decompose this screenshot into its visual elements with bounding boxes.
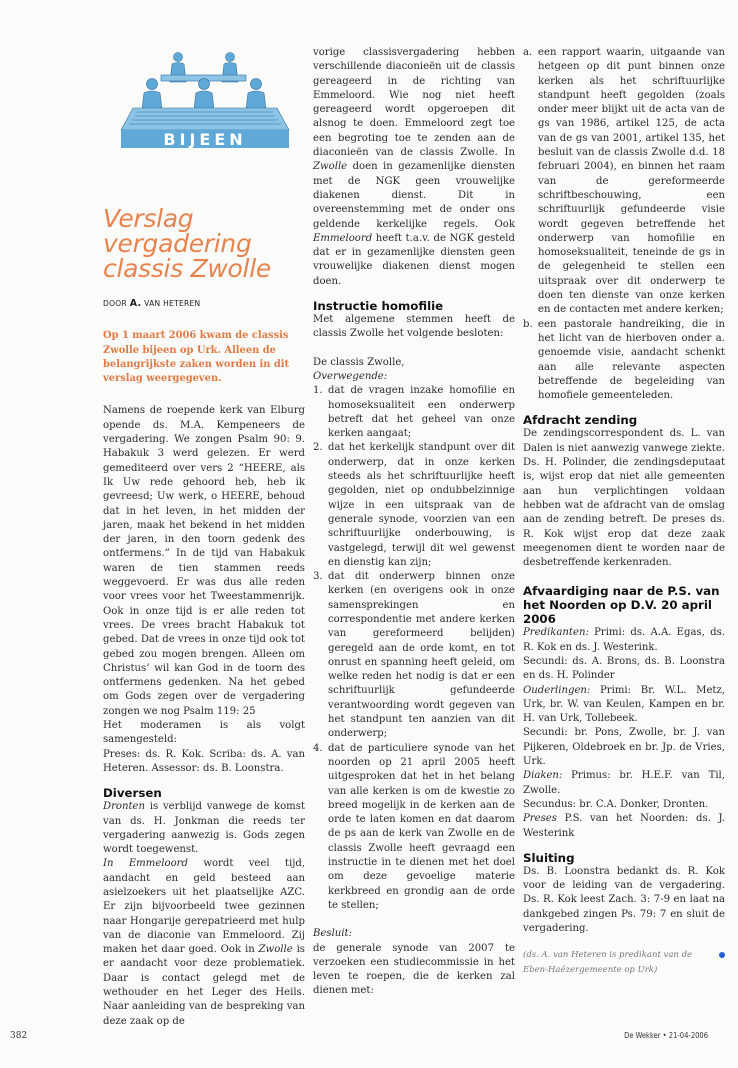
item-letter: b.: [523, 318, 533, 330]
column-2: [313, 46, 515, 999]
preses: [523, 812, 725, 841]
diaken-secundus: Secundus: br. C.A. Donker, Dronten.: [523, 798, 709, 810]
diaconie-paragraph: [313, 46, 515, 289]
list-item: [313, 384, 515, 441]
predikanten-label: Predikanten:: [523, 627, 589, 639]
moderamen-intro: Het moderamen is als volgt samengesteld:: [103, 720, 305, 746]
list-item: [523, 46, 725, 318]
item-text: een pastorale handreiking, die in het licht van de hierboven onder a. genoemde visie, aandacht schenkt aan alle relevante aspecten betreffende de begeleiding van homofiele gemeenteleden.: [538, 318, 725, 402]
besluit-text: de generale synode van 2007 te verzoeken een studiecommissie in het leven te roepen, die de kerken zal dienen met:: [313, 942, 515, 997]
list-item: [523, 318, 725, 404]
dronten-lead: Dronten: [103, 801, 146, 813]
besluit-label: Besluit:: [313, 928, 352, 940]
magazine-footer: De Wekker • 21-04-2006: [624, 1031, 708, 1040]
dronten-text: is verblijd vanwege de komst van ds. H. Jonkman die reeds ter vergadering aanwezig is. Gods zegen wordt toegewenst.: [103, 801, 305, 856]
heading-sluiting: Sluiting: [523, 850, 575, 865]
heading-instructie-homofilie: Instructie homofilie: [313, 299, 444, 314]
list-item: [313, 441, 515, 570]
article-title: [103, 206, 305, 281]
item-text: een rapport waarin, uitgaande van hetgeen op dit punt binnen onze kerken als het schriftuurlijke standpunt heeft gegolden (zoals onder meer blijkt uit de acta van de gs van 1986, artikel 125, de acta van de gs van 2001, artikel 135, het besluit van de classis Zwolle d.d. 18 februari 2004), en binnen het raam van de gereformeerde schriftbeschouwing, een schriftuurlijk gefundeerde visie wordt gegeven betreffende het onderwerp van homofilie en homoseksualiteit, teneinde de gs in de gelegenheid te stellen een uitspraak over dit onderwerp te doen ten dienste van onze kerken en de contacten met andere kerken;: [538, 47, 725, 316]
item-number: 2.: [313, 442, 323, 454]
ouderlingen-label: Ouderlingen:: [523, 684, 591, 696]
author-name: VAN HETEREN: [144, 299, 201, 308]
diversen-emmeloord: [103, 857, 305, 1029]
diaken-text: Primus: br. H.E.F. van Til, Zwolle.: [523, 770, 725, 796]
heading-diversen: Diversen: [103, 786, 162, 801]
title-line-1: Verslag: [103, 204, 194, 233]
title-line-2: vergadering: [103, 229, 252, 258]
item-number: 4.: [313, 742, 323, 754]
predikanten: [523, 626, 725, 655]
besluit-intro: Met algemene stemmen heeft de classis Zwolle het volgende besloten:: [313, 314, 515, 340]
ouderlingen: [523, 684, 725, 727]
article-intro: Op 1 maart 2006 kwam de classis Zwolle bijeen op Urk. Alleen de belangrijkste zaken worden in dit verslag weergegeven.: [103, 330, 290, 385]
item-text: dat het kerkelijk standpunt over dit onderwerp, dat in onze kerken steeds als het schriftuurlijke heeft gegolden, niet op ondubbelzinnige wijze in een uitspraak van de generale synode, voorzien van een schriftuurlijke onderbouwing, is vastgelegd, terwijl dit wel gewenst en dienstig kan zijn;: [328, 442, 515, 568]
author-note-line: [523, 948, 725, 977]
column-3: [523, 46, 725, 977]
byline-prefix: DOOR: [103, 299, 127, 308]
title-line-3: classis Zwolle: [103, 254, 271, 283]
ouderlingen-secundi: Secundi: br. Pons, Zwolle, br. J. van Pijkeren, Oldebroek en br. Jp. de Vries, Urk.: [523, 727, 725, 768]
diaken: [523, 769, 725, 798]
item-number: 1.: [313, 385, 323, 397]
end-bullet-icon: [719, 952, 725, 958]
list-item: [313, 742, 515, 914]
author-initial: A.: [129, 298, 142, 309]
overwegende-list: [313, 384, 515, 913]
zwolle-italic-2: Zwolle: [313, 161, 348, 173]
heading-afdracht-zending: Afdracht zending: [523, 413, 638, 428]
page-number: 382: [10, 1031, 28, 1041]
classis-line: De classis Zwolle,: [313, 356, 405, 368]
emmeloord-text: wordt veel tijd, aandacht en geld besteed aan asielzoekers uit het plaatselijke AZC. Er zijn bijvoorbeeld twee gezinnen naar Hongarije gerepatrieerd met hulp van de diaconie van Emmeloord. Zij maken het daar goed. Ook in: [103, 858, 305, 956]
zwolle-italic: Zwolle: [258, 944, 293, 956]
predikanten-secundi: Secundi: ds. A. Brons, ds. B. Loonstra en ds. H. Polinder: [523, 655, 725, 682]
predikanten-text: Primi: ds. A.A. Egas, ds. R. Kok en ds. J. Westerink.: [523, 627, 725, 653]
preses-label: Preses: [523, 813, 557, 825]
emmeloord-text-end: is er aandacht voor deze problematiek. Daar is contact gelegd met de wethouder en het Leger des Heils. Naar aanleiding van de bespreking van deze zaak op de: [103, 944, 305, 1027]
overwegende: [313, 370, 515, 384]
opening-paragraph: Namens de roepende kerk van Elburg opende ds. M.A. Kempeneers de vergadering. We zongen Psalm 90: 9. Habakuk 3 werd gelezen. Er werd gemediteerd over vers 2 “HEERE, als Ik Uw rede gehoord heb, heb ik gevreesd; Uw werk, o HEERE, behoud dat in het leven, in het midden der jaren, maak het bekend in het midden der jaren, in den toorn gedenk des ontfermens.” In de tijd van Habakuk waren de tien stammen reeds weggevoerd. Er was dus alle reden voor vrees voor het Tweestammenrijk. Ook in onze tijd is er alle reden tot vrees. De vrees bracht Habakuk tot gebed. Dat de vrees in onze tijd ook tot gebed zou mogen brengen. Alleen om Christus’ wil kan God in de toorn des ontfermens gedenken. Na het gebed om Gods zegen over de vergadering zongen we nog Psalm 119: 25: [103, 405, 305, 717]
item-number: 3.: [313, 571, 323, 583]
besluit-list: [523, 46, 725, 403]
item-text: dat dit onderwerp binnen onze kerken (en overigens ook in onze samensprekingen en correspondentie met andere kerken van gereformeerd belijden) geregeld aan de orde komt, en tot onrust en spanning heeft geleid, om welke reden het nodig is dat er een schriftuurlijk gefundeerde verantwoording wordt gegeven van het standpunt ten aanzien van dit onderwerp;: [328, 571, 515, 740]
heading-afvaardiging: Afvaardiging naar de P.S. van het Noorden op D.V. 20 april 2006: [523, 584, 720, 627]
item-text: dat de particuliere synode van het noorden op 21 april 2005 heeft uitgesproken dat het in het belang van alle kerken is om de kwestie zo breed mogelijk in de kerken aan de orde te laten komen en dat daarom de ps aan de kerk van Zwolle en de classis Zwolle heeft gevraagd een instructie in te dienen met het doel om deze gevoelige materie kerkbreed en grondig aan de orde te stellen;: [328, 742, 515, 911]
column-1: [103, 46, 305, 1029]
sluiting-text: Ds. B. Loonstra bedankt ds. R. Kok voor de leiding van de vergadering. Ds. R. Kok leest Zach. 3: 7-9 en laat na dankgebed zingen Ps. 79: 7 en sluit de vergadering.: [523, 865, 725, 935]
item-text: dat de vragen inzake homofilie en homoseksualiteit een onderwerp betreft dat het geheel van onze kerken aangaat;: [328, 385, 515, 440]
diaconie-text-3: heeft t.a.v. de NGK gesteld dat er in gezamenlijke diensten geen vrouwelijke diakenen dienst mogen doen.: [313, 232, 515, 287]
list-item: [313, 570, 515, 742]
item-letter: a.: [523, 47, 533, 58]
diversen-dronten: [103, 800, 305, 857]
ouderlingen-text: Primi: Br. W.L. Metz, Urk, br. W. van Keulen, Kampen en br. H. van Urk, Tollebeek.: [523, 684, 725, 725]
emmeloord-lead: In Emmeloord: [103, 858, 188, 870]
afdracht-text: De zendingscorrespondent ds. L. van Dalen is niet aanwezig vanwege ziekte. Ds. H. Polinder, die zendingsdeputaat is, wijst erop dat niet alle gemeenten aan hun verplichtingen voldaan hebben wat de afdracht van de omslag aan de zending betreft. De preses ds. R. Kok wijst erop dat deze zaak meegenomen dient te worden naar de desbetreffende kerkenraden.: [523, 428, 725, 569]
moderamen-members: Preses: ds. R. Kok. Scriba: ds. A. van Heteren. Assessor: ds. B. Loonstra.: [103, 748, 305, 774]
emmeloord-italic: Emmeloord: [313, 232, 373, 244]
besluit: [313, 927, 515, 941]
diaconie-text-2: doen in gezamenlijke diensten met de NGK geen vrouwelijke diakenen dienst. Dit in overeenstemming met de onder ons geldende kerkelijke regels. Ook: [313, 161, 515, 230]
preses-text: P.S. van het Noorden: ds. J. Westerink: [523, 813, 725, 839]
author-note: (ds. A. van Heteren is predikant van de Eben-Haëzergemeente op Urk): [523, 950, 693, 975]
overwegende-label: Overwegende:: [313, 370, 388, 382]
logo-word: BIJEEN: [163, 130, 247, 149]
diaken-label: Diaken:: [523, 770, 563, 782]
diaconie-text-1: vorige classisvergadering hebben verschillende diaconieën uit de classis gereageerd in de richting van Emmeloord. Wie nog niet heeft gereageerd wordt opgeroepen dit alsnog te doen. Emmeloord zegt toe een begroting toe te zenden aan de diaconieën van de classis Zwolle. In: [313, 47, 515, 159]
byline: [103, 297, 305, 311]
